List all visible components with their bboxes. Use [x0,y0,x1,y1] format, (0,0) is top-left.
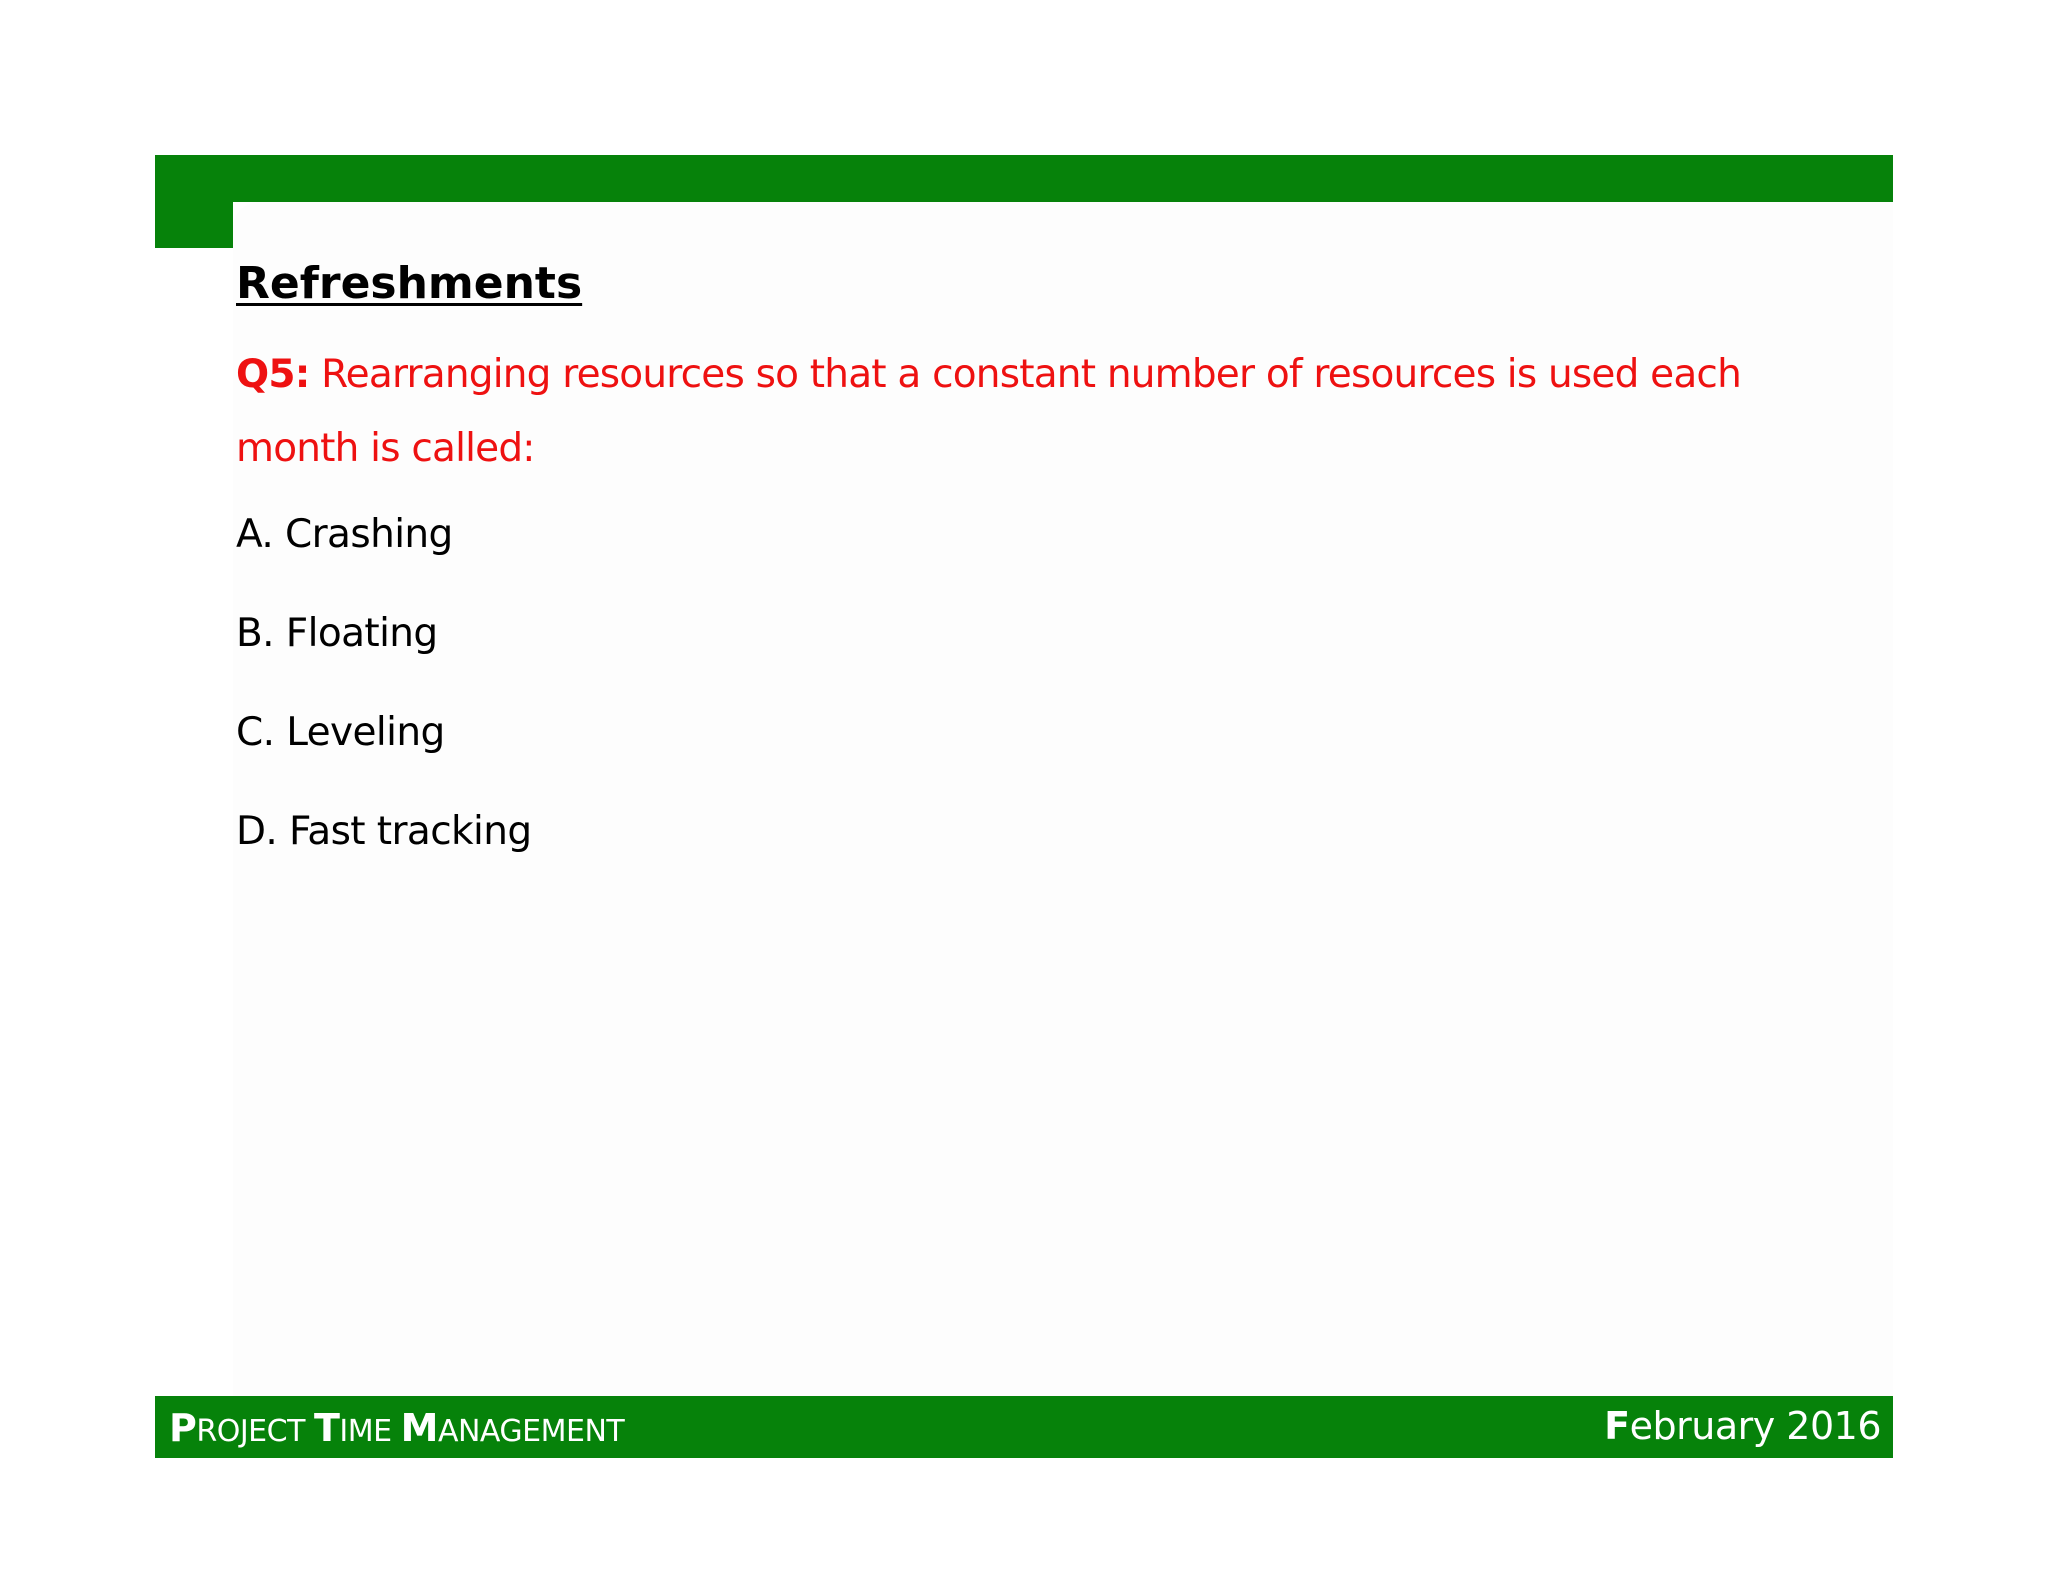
option-a: A. Crashing [236,512,453,557]
footer-date: February 2016 [1604,1404,1881,1448]
question-text [236,338,1856,486]
option-d: D. Fast tracking [236,809,532,854]
slide-title: Refreshments [236,258,583,309]
header-tab [155,155,233,248]
question-number: Q5: [236,352,310,397]
footer-topic: PROJECT TIME MANAGEMENT [169,1406,625,1450]
footer-bar [155,1396,1893,1458]
question-body: Rearranging resources so that a constant number of resources is used each month is called: [236,352,1741,471]
option-c: C. Leveling [236,710,445,755]
answer-options [236,505,532,901]
option-b: B. Floating [236,611,438,656]
header-band [155,155,1893,202]
